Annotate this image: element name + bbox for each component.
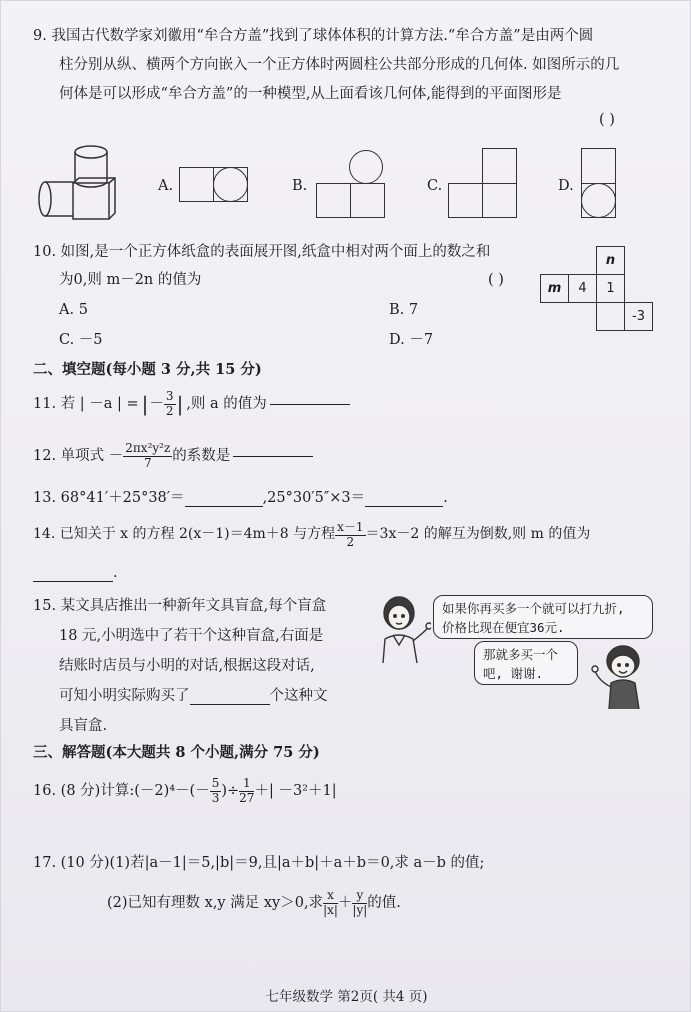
- q17-part-2: [107, 885, 401, 921]
- net-cell-empty: [597, 303, 625, 331]
- q14-prefix: 14. 已知关于 x 的方程 2(x－1)＝4m＋8 与方程: [33, 526, 336, 543]
- q15-line5: 具盲盒.: [59, 718, 108, 734]
- q9-option-c-square-right: [482, 183, 517, 218]
- q12-num: 2πx²y²z: [125, 441, 171, 456]
- q10-line1: 10. 如图,是一个正方体纸盒的表面展开图,纸盒中相对两个面上的数之和: [33, 244, 491, 260]
- q16-middle: )÷: [221, 782, 240, 799]
- net-cell-4: 4: [569, 275, 597, 303]
- q13: [33, 489, 448, 507]
- q12-fraction: [123, 442, 172, 469]
- q17-part-2-prefix: (2)已知有理数 x,y 满足 xy＞0,求: [107, 894, 324, 911]
- q14: [33, 518, 590, 552]
- boy-illustration: [589, 641, 649, 709]
- q14-den: 2: [346, 534, 355, 549]
- q9-option-d-label: D.: [558, 178, 574, 194]
- q11-fraction: [164, 390, 176, 417]
- q16-den-2: 27: [239, 790, 255, 805]
- q11-answer-blank[interactable]: [270, 404, 350, 405]
- q17-fraction-1: [323, 889, 338, 916]
- q12-den: 7: [143, 455, 152, 470]
- net-cell-m: m: [541, 275, 569, 303]
- q9-model-figure: [35, 141, 121, 221]
- q15-line4-end: 个这种文: [269, 688, 328, 704]
- section-3-heading: 三、解答题(本大题共 8 个小题,满分 75 分): [33, 744, 320, 761]
- q16-fraction-1: [210, 777, 222, 804]
- q9-option-a-label: A.: [158, 178, 174, 194]
- q9-line3: 何体是可以形成“牟合方盖”的一种模型,从上面看该几何体,能得到的平面图形是: [59, 86, 562, 102]
- q12-prefix: 12. 单项式 －: [33, 447, 124, 464]
- q15-line3: 结账时店员与小明的对话,根据这段对话,: [59, 658, 315, 674]
- q16-prefix: 16. (8 分)计算:(－2)⁴－(－: [33, 782, 210, 799]
- q12-suffix: 的系数是: [172, 447, 231, 464]
- q11-den: 2: [165, 403, 174, 418]
- q11-prefix: 11. 若 | －a | =: [33, 395, 139, 412]
- page-footer: 七年级数学 第2页( 共4 页): [265, 989, 428, 1005]
- q9-line2: 柱分别从纵、横两个方向嵌入一个正方体时两圆柱公共部分形成的几何体. 如图所示的几: [59, 57, 620, 73]
- q16-num-1: 5: [211, 776, 220, 791]
- q10-option-c: C. －5: [59, 332, 103, 348]
- q12: [33, 439, 313, 473]
- section-2-heading: 二、填空题(每小题 3 分,共 15 分): [33, 361, 262, 378]
- q14-answer-line: [33, 564, 118, 582]
- q9-option-b-square: [316, 183, 351, 218]
- q16: [33, 773, 337, 809]
- q11-suffix: ,则 a 的值为: [186, 395, 267, 412]
- q16-fraction-2: [239, 777, 254, 804]
- q9-option-b-circle: [349, 150, 383, 184]
- q17-den-1: |x|: [323, 902, 338, 917]
- q11: 11. 若 | －a | = | － $\frac{3}{2}$ | ,则 a 的值为: [33, 389, 350, 419]
- q11-num: 3: [165, 389, 174, 404]
- q9-option-d-square-top: [581, 148, 616, 184]
- q9-line1: 9. 我国古代数学家刘徽用“牟合方盖”找到了球体体积的计算方法.“牟合方盖”是由两个圆: [33, 28, 594, 44]
- q9-option-b-square-2: [350, 183, 385, 218]
- q10-option-d: D. －7: [389, 332, 434, 348]
- q15-line4: [59, 687, 328, 705]
- q14-end: .: [113, 565, 118, 581]
- q9-option-c-square-left: [448, 183, 483, 218]
- q14-answer-blank[interactable]: [33, 581, 113, 582]
- q13-part-b: ,25°30′5″×3＝: [262, 490, 366, 506]
- q15-line1: 15. 某文具店推出一种新年文具盲盒,每个盲盒: [33, 598, 327, 614]
- q9-option-b-label: B.: [292, 178, 308, 194]
- q9-option-c-square-top: [482, 148, 517, 184]
- q17-fraction-2: [352, 889, 367, 916]
- q10-line2: 为0,则 m－2n 的值为: [59, 272, 202, 288]
- q14-num: x－1: [337, 520, 364, 535]
- q17-plus: ＋: [337, 894, 353, 911]
- q14-suffix: ＝3x－2 的解互为倒数,则 m 的值为: [365, 526, 591, 543]
- net-cell-n: n: [597, 247, 625, 275]
- net-cell-neg3: -3: [625, 303, 653, 331]
- q15-line2: 18 元,小明选中了若干个这种盲盒,右面是: [59, 628, 324, 644]
- q9-option-d-circle: [581, 183, 616, 218]
- q12-answer-blank[interactable]: [233, 456, 313, 457]
- clerk-speech-bubble: 如果你再买多一个就可以打九折, 价格比现在便宜36元.: [433, 595, 653, 639]
- q10-option-a: A. 5: [59, 302, 88, 318]
- q9-option-a-square: [179, 167, 214, 202]
- q15-line4-start: 可知小明实际购买了: [59, 688, 190, 704]
- q17-den-2: |y|: [352, 902, 368, 917]
- q16-den-1: 3: [211, 790, 220, 805]
- q13-answer-blank-1[interactable]: [185, 506, 263, 507]
- q13-end: .: [443, 490, 448, 506]
- q9-answer-paren: ( ): [599, 112, 615, 128]
- q9-option-c-label: C.: [427, 178, 443, 194]
- q15-answer-blank[interactable]: [190, 704, 270, 705]
- boy-speech-bubble: 那就多买一个吧, 谢谢.: [474, 641, 578, 685]
- q16-num-2: 1: [239, 777, 254, 791]
- q10-option-b: B. 7: [389, 302, 419, 318]
- q14-fraction: [335, 521, 365, 548]
- q10-cube-net: [540, 246, 653, 331]
- q13-answer-blank-2[interactable]: [365, 506, 443, 507]
- q13-part-a: 13. 68°41′＋25°38′＝: [33, 490, 185, 506]
- q9-option-a-circle: [213, 167, 248, 202]
- q17-num-1: x: [323, 889, 338, 903]
- clerk-illustration: [373, 593, 431, 665]
- q17-part-1: 17. (10 分)(1)若|a－1|＝5,|b|＝9,且|a＋b|＋a＋b＝0,求 a－b 的值;: [33, 855, 485, 871]
- q17-num-2: y: [352, 889, 367, 903]
- net-cell-1: 1: [597, 275, 625, 303]
- q16-suffix: ＋| －3²＋1|: [254, 782, 337, 799]
- q17-part-2-suffix: 的值.: [367, 894, 401, 911]
- q10-answer-paren: ( ): [488, 272, 504, 288]
